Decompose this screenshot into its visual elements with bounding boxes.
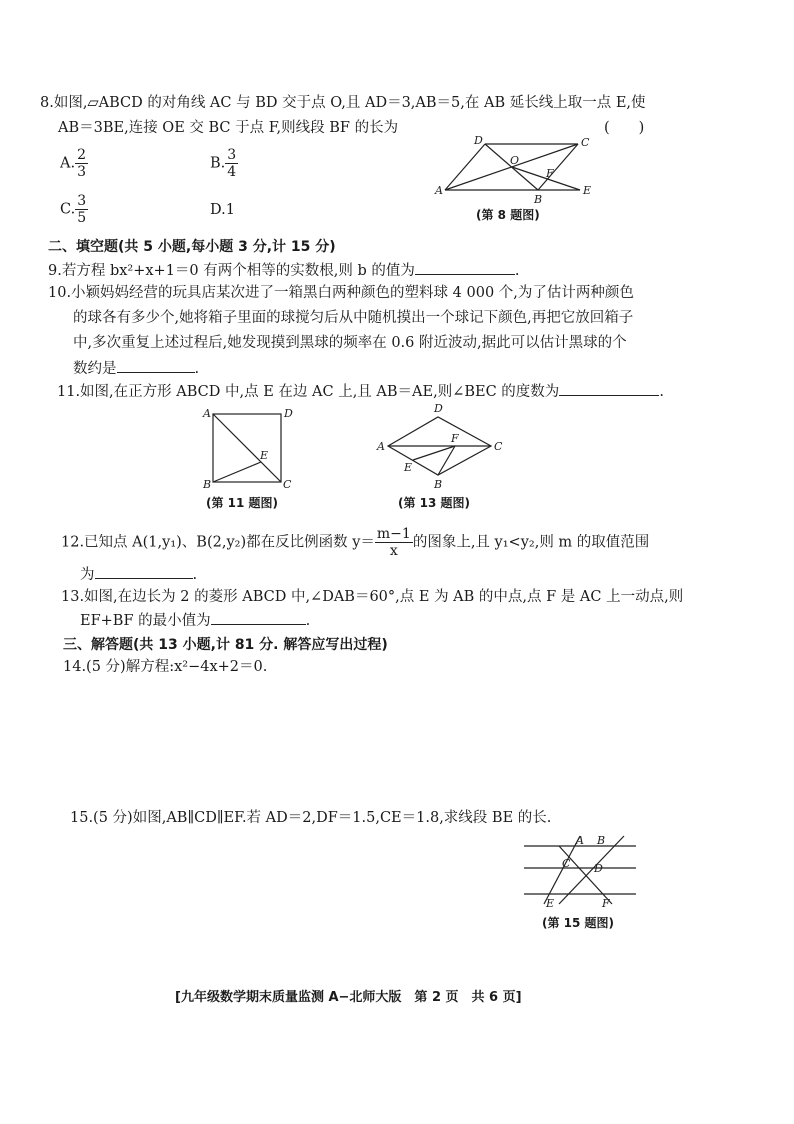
q10-answer-blank[interactable] bbox=[117, 358, 195, 373]
q12-answer-blank[interactable] bbox=[95, 564, 193, 579]
q8-option-d: D.1 bbox=[210, 202, 235, 218]
q15-label-f: F bbox=[602, 897, 610, 910]
q8-line2: AB＝3BE,连接 OE 交 BC 于点 F,则线段 BF 的长为 bbox=[58, 120, 399, 136]
q11: 11.如图,在正方形 ABCD 中,点 E 在边 AC 上,且 AB＝AE,则∠BEC 的度数为 . bbox=[57, 381, 664, 402]
q11-figure bbox=[200, 404, 300, 489]
q13-figure-caption: (第 13 题图) bbox=[398, 496, 471, 510]
q13-label-e: E bbox=[404, 461, 413, 474]
q12-line1: 12.已知点 A(1,y₁)、B(2,y₂)都在反比例函数 y＝ $\frac{m-1}{x}$ 的图象上,且 y₁<y₂,则 m 的取值范围 bbox=[61, 526, 650, 559]
q8-label-c: C bbox=[581, 136, 590, 149]
q13-figure bbox=[373, 400, 508, 492]
q8-option-a: A. $\frac{2}{3}$ bbox=[60, 147, 87, 180]
section3-heading: 三、解答题(共 13 小题,计 81 分. 解答应写出过程) bbox=[63, 637, 388, 653]
q15: 15.(5 分)如图,AB∥CD∥EF.若 AD＝2,DF＝1.5,CE＝1.8,求线段 BE 的长. bbox=[70, 810, 552, 826]
q8-label-b: B bbox=[534, 193, 543, 206]
q13-answer-blank[interactable] bbox=[211, 610, 306, 625]
q8-figure bbox=[430, 132, 600, 207]
q8-label-e: E bbox=[583, 184, 592, 197]
section2-heading: 二、填空题(共 5 小题,每小题 3 分,计 15 分) bbox=[48, 239, 336, 255]
q13-label-c: C bbox=[494, 440, 503, 453]
q8-answer-paren: ( ) bbox=[604, 120, 645, 136]
q10-line2: 的球各有多少个,她将箱子里面的球搅匀后从中随机摸出一个球记下颜色,再把它放回箱子 bbox=[73, 310, 634, 326]
q11-label-e: E bbox=[260, 449, 269, 462]
q10-line1: 10.小颖妈妈经营的玩具店某次进了一箱黑白两种颜色的塑料球 4 000 个,为了估计两种颜色 bbox=[48, 285, 634, 301]
q15-figure-caption: (第 15 题图) bbox=[542, 916, 615, 930]
q11-figure-caption: (第 11 题图) bbox=[206, 496, 279, 510]
q11-label-a: A bbox=[203, 407, 211, 420]
q10-line3: 中,多次重复上述过程后,她发现摸到黑球的频率在 0.6 附近波动,据此可以估计黑球的个 bbox=[73, 335, 627, 351]
q13-label-f: F bbox=[451, 432, 459, 445]
q11-label-c: C bbox=[283, 478, 292, 491]
q15-label-b: B bbox=[597, 834, 606, 847]
q11-answer-blank[interactable] bbox=[559, 381, 659, 396]
q12-line2: 为 . bbox=[80, 564, 197, 585]
q8-option-c: C. $\frac{3}{5}$ bbox=[60, 193, 87, 226]
q9: 9.若方程 bx²+x+1＝0 有两个相等的实数根,则 b 的值为 . bbox=[48, 260, 519, 281]
q13-label-b: B bbox=[434, 478, 443, 491]
q9-answer-blank[interactable] bbox=[415, 260, 515, 275]
q15-figure bbox=[524, 832, 639, 910]
q8-label-f: F bbox=[546, 167, 554, 180]
page-footer: [九年级数学期末质量监测 A−北师大版 第 2 页 共 6 页] bbox=[175, 990, 522, 1005]
q13-line1: 13.如图,在边长为 2 的菱形 ABCD 中,∠DAB＝60°,点 E 为 AB 的中点,点 F 是 AC 上一动点,则 bbox=[61, 589, 684, 605]
q12-fraction: $\frac{m-1}{x}$ bbox=[376, 526, 411, 559]
q11-label-d: D bbox=[284, 407, 293, 420]
q15-label-d: D bbox=[594, 862, 603, 875]
q8-label-d: D bbox=[474, 134, 483, 147]
q13-label-d: D bbox=[434, 402, 443, 415]
q8-option-b: B. $\frac{3}{4}$ bbox=[210, 147, 237, 180]
q8-figure-caption: (第 8 题图) bbox=[476, 208, 540, 222]
q13-line2: EF+BF 的最小值为 . bbox=[80, 610, 310, 631]
q11-label-b: B bbox=[203, 478, 212, 491]
q8-line1: 8.如图,▱ABCD 的对角线 AC 与 BD 交于点 O,且 AD＝3,AB＝5,在 AB 延长线上取一点 E,使 bbox=[40, 95, 646, 111]
q8-label-a: A bbox=[435, 184, 443, 197]
q14: 14.(5 分)解方程:x²−4x+2＝0. bbox=[63, 659, 268, 675]
q15-label-c: C bbox=[562, 857, 571, 870]
q13-label-a: A bbox=[377, 440, 385, 453]
q15-label-e: E bbox=[546, 897, 555, 910]
q15-label-a: A bbox=[576, 834, 584, 847]
q10-line4: 数约是 . bbox=[73, 358, 199, 379]
q8-label-o: O bbox=[510, 154, 520, 167]
